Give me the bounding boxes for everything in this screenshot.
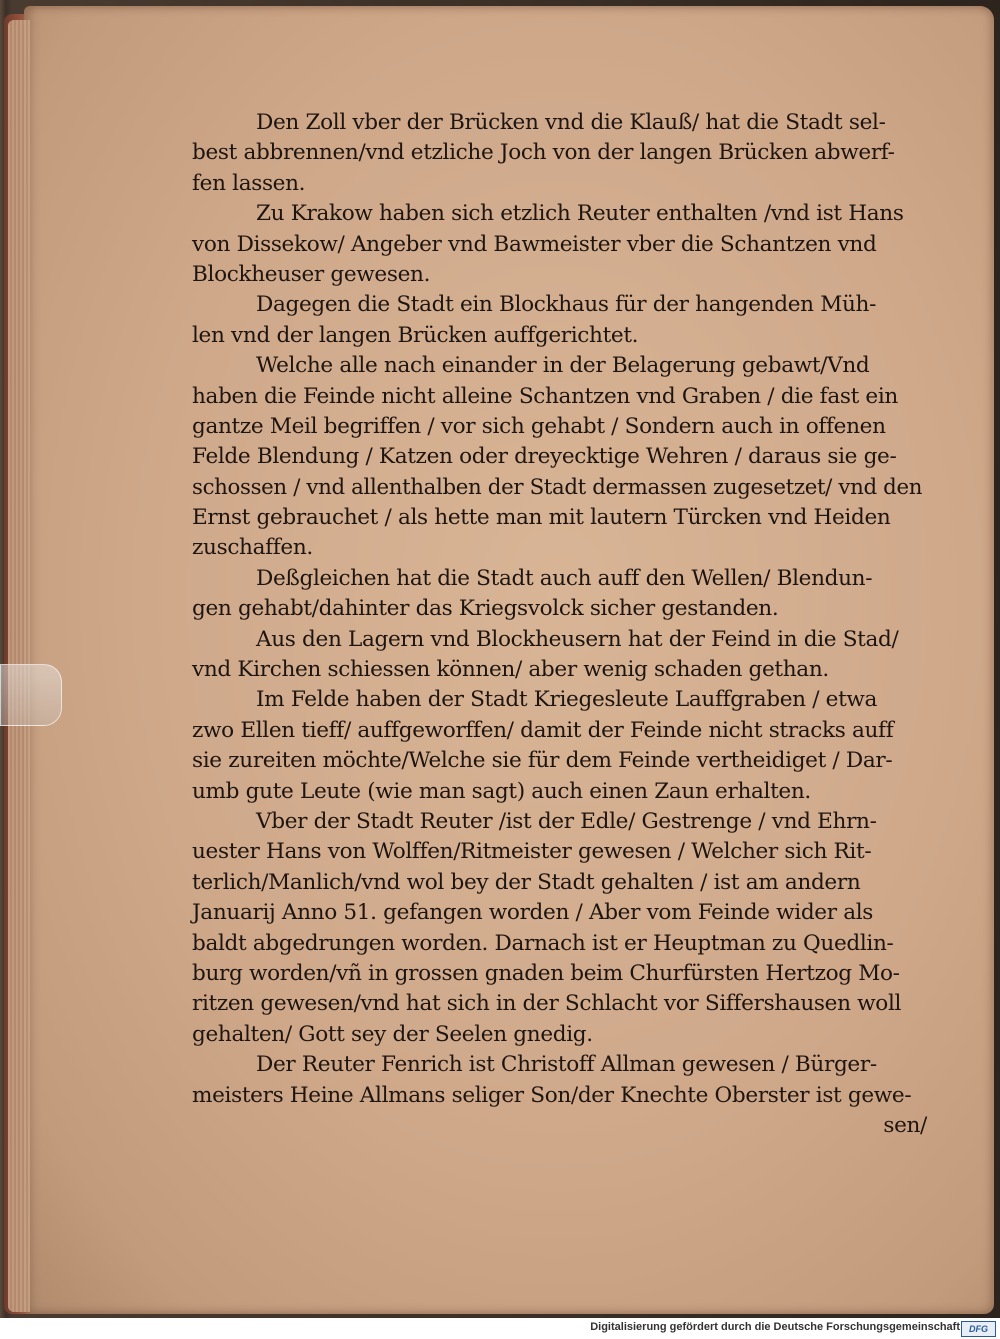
text-line: uester Hans von Wolffen/Ritmeister gewesen / Welcher sich Rit- <box>192 839 872 865</box>
text-line: vnd Kirchen schiessen können/ aber wenig schaden gethan. <box>192 657 829 683</box>
page-clip <box>0 664 62 726</box>
text-line: best abbrennen/vnd etzliche Joch von der langen Brücken abwerf- <box>192 140 895 166</box>
text-line: baldt abgedrungen worden. Darnach ist er Heuptman zu Quedlin- <box>192 930 894 956</box>
page-text <box>192 108 927 1141</box>
text-line: Ernst gebrauchet / als hette man mit lautern Türcken vnd Heiden <box>192 505 891 531</box>
text-line: terlich/Manlich/vnd wol bey der Stadt gehalten / ist am andern <box>192 869 861 895</box>
text-line: len vnd der langen Brücken auffgerichtet. <box>192 322 639 348</box>
funding-credit: Digitalisierung gefördert durch die Deutsche Forschungsgemeinschaft <box>590 1321 960 1333</box>
text-line: umb gute Leute (wie man sagt) auch einen Zaun erhalten. <box>192 778 811 804</box>
text-line: schossen / vnd allenthalben der Stadt dermassen zugesetzet/ vnd den <box>192 474 923 500</box>
text-line: meisters Heine Allmans seliger Son/der Knechte Oberster ist gewe- <box>192 1082 912 1108</box>
text-line: Der Reuter Fenrich ist Christoff Allman gewesen / Bürger- <box>256 1052 877 1078</box>
text-line: Dagegen die Stadt ein Blockhaus für der hangenden Müh- <box>256 292 877 318</box>
text-line: zwo Ellen tieff/ auffgeworffen/ damit der Feinde nicht stracks auff <box>192 717 894 743</box>
text-line: Aus den Lagern vnd Blockheusern hat der Feind in die Stad/ <box>256 626 899 652</box>
text-line: Welche alle nach einander in der Belagerung gebawt/Vnd <box>256 353 870 379</box>
text-line: zuschaffen. <box>192 535 313 561</box>
text-line: ritzen gewesen/vnd hat sich in der Schlacht vor Siffershausen woll <box>192 991 902 1017</box>
text-line: Blockheuser gewesen. <box>192 261 431 287</box>
text-line: Vber der Stadt Reuter /ist der Edle/ Gestrenge / vnd Ehrn- <box>256 808 877 834</box>
text-line: burg worden/vñ in grossen gnaden beim Churfürsten Hertzog Mo- <box>192 960 900 986</box>
footer-bar <box>0 1318 1000 1339</box>
text-line: Januarij Anno 51. gefangen worden / Aber vom Feinde wider als <box>192 900 874 926</box>
text-line: Felde Blendung / Katzen oder dreyecktige Wehren / daraus sie ge- <box>192 444 897 470</box>
text-line: sie zureiten möchte/Welche sie für dem Feinde vertheidiget / Dar- <box>192 748 893 774</box>
text-line: Zu Krakow haben sich etzlich Reuter enthalten /vnd ist Hans <box>256 201 904 227</box>
text-line: Den Zoll vber der Brücken vnd die Klauß/ hat die Stadt sel- <box>256 110 886 135</box>
dfg-logo-icon: DFG <box>961 1321 996 1337</box>
text-line: Deßgleichen hat die Stadt auch auff den Wellen/ Blendun- <box>256 565 873 591</box>
text-line: Im Felde haben der Stadt Kriegesleute Lauffgraben / etwa <box>256 687 878 713</box>
text-line: fen lassen. <box>192 170 306 196</box>
text-line: von Dissekow/ Angeber vnd Bawmeister vber die Schantzen vnd <box>192 231 877 257</box>
text-line: gen gehabt/dahinter das Kriegsvolck sicher gestanden. <box>192 596 779 622</box>
text-line: gantze Meil begriffen / vor sich gehabt / Sondern auch in offenen <box>192 413 886 439</box>
catchword: sen/ <box>883 1112 927 1138</box>
text-line: haben die Feinde nicht alleine Schantzen vnd Graben / die fast ein <box>192 383 898 409</box>
text-line: gehalten/ Gott sey der Seelen gnedig. <box>192 1021 593 1047</box>
